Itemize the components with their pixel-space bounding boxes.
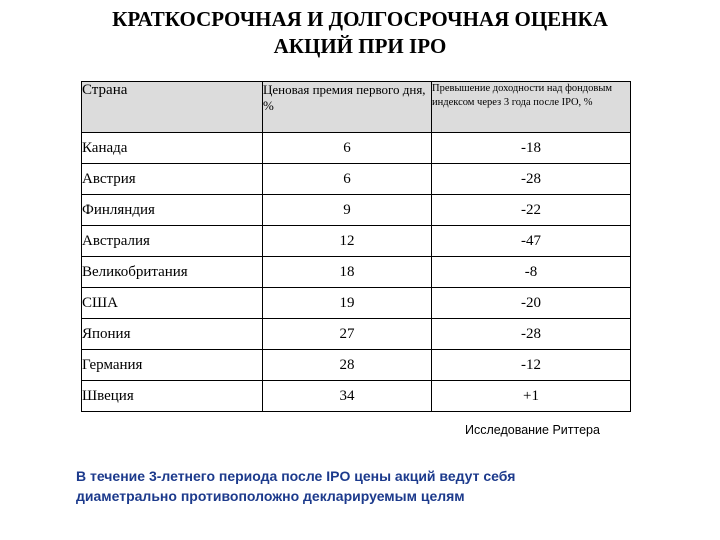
cell-premium: 6	[263, 164, 432, 195]
cell-country: Канада	[82, 133, 263, 164]
table-row	[82, 350, 631, 381]
cell-premium: 9	[263, 195, 432, 226]
cell-country: Швеция	[82, 381, 263, 412]
ipo-returns-table	[81, 81, 631, 412]
cell-country: Австрия	[82, 164, 263, 195]
table-row	[82, 195, 631, 226]
cell-country: США	[82, 288, 263, 319]
cell-premium: 6	[263, 133, 432, 164]
cell-excess: -22	[432, 195, 631, 226]
cell-excess: -28	[432, 164, 631, 195]
table-row	[82, 319, 631, 350]
cell-country: Финляндия	[82, 195, 263, 226]
table-row	[82, 381, 631, 412]
conclusion-text	[76, 466, 676, 506]
page-title-line-2: АКЦИЙ ПРИ IPO	[273, 34, 447, 58]
table-row	[82, 226, 631, 257]
page-title-line-1: КРАТКОСРОЧНАЯ И ДОЛГОСРОЧНАЯ ОЦЕНКА	[112, 7, 608, 31]
table-row	[82, 288, 631, 319]
cell-country: Германия	[82, 350, 263, 381]
header-first-day-premium: Ценовая премия первого дня, %	[263, 82, 432, 133]
cell-country: Япония	[82, 319, 263, 350]
cell-country: Великобритания	[82, 257, 263, 288]
cell-premium: 27	[263, 319, 432, 350]
cell-premium: 19	[263, 288, 432, 319]
table-header-row	[82, 82, 631, 133]
table-row	[82, 257, 631, 288]
cell-excess: -12	[432, 350, 631, 381]
cell-premium: 18	[263, 257, 432, 288]
cell-excess: -47	[432, 226, 631, 257]
cell-excess: -28	[432, 319, 631, 350]
cell-premium: 28	[263, 350, 432, 381]
cell-premium: 12	[263, 226, 432, 257]
cell-premium: 34	[263, 381, 432, 412]
conclusion-line-1: В течение 3-летнего периода после IPO цены акций ведут себя	[76, 468, 516, 484]
cell-excess: -20	[432, 288, 631, 319]
cell-excess: +1	[432, 381, 631, 412]
source-note: Исследование Риттера	[465, 423, 600, 437]
cell-country: Австралия	[82, 226, 263, 257]
conclusion-line-2: диаметрально противоположно декларируемым целям	[76, 488, 465, 504]
header-three-year-excess-return: Превышение доходности над фондовым индексом через 3 года после IPO, %	[432, 82, 631, 133]
header-country: Страна	[82, 82, 263, 133]
table-row	[82, 164, 631, 195]
cell-excess: -8	[432, 257, 631, 288]
table-row	[82, 133, 631, 164]
page-title	[0, 6, 720, 60]
cell-excess: -18	[432, 133, 631, 164]
